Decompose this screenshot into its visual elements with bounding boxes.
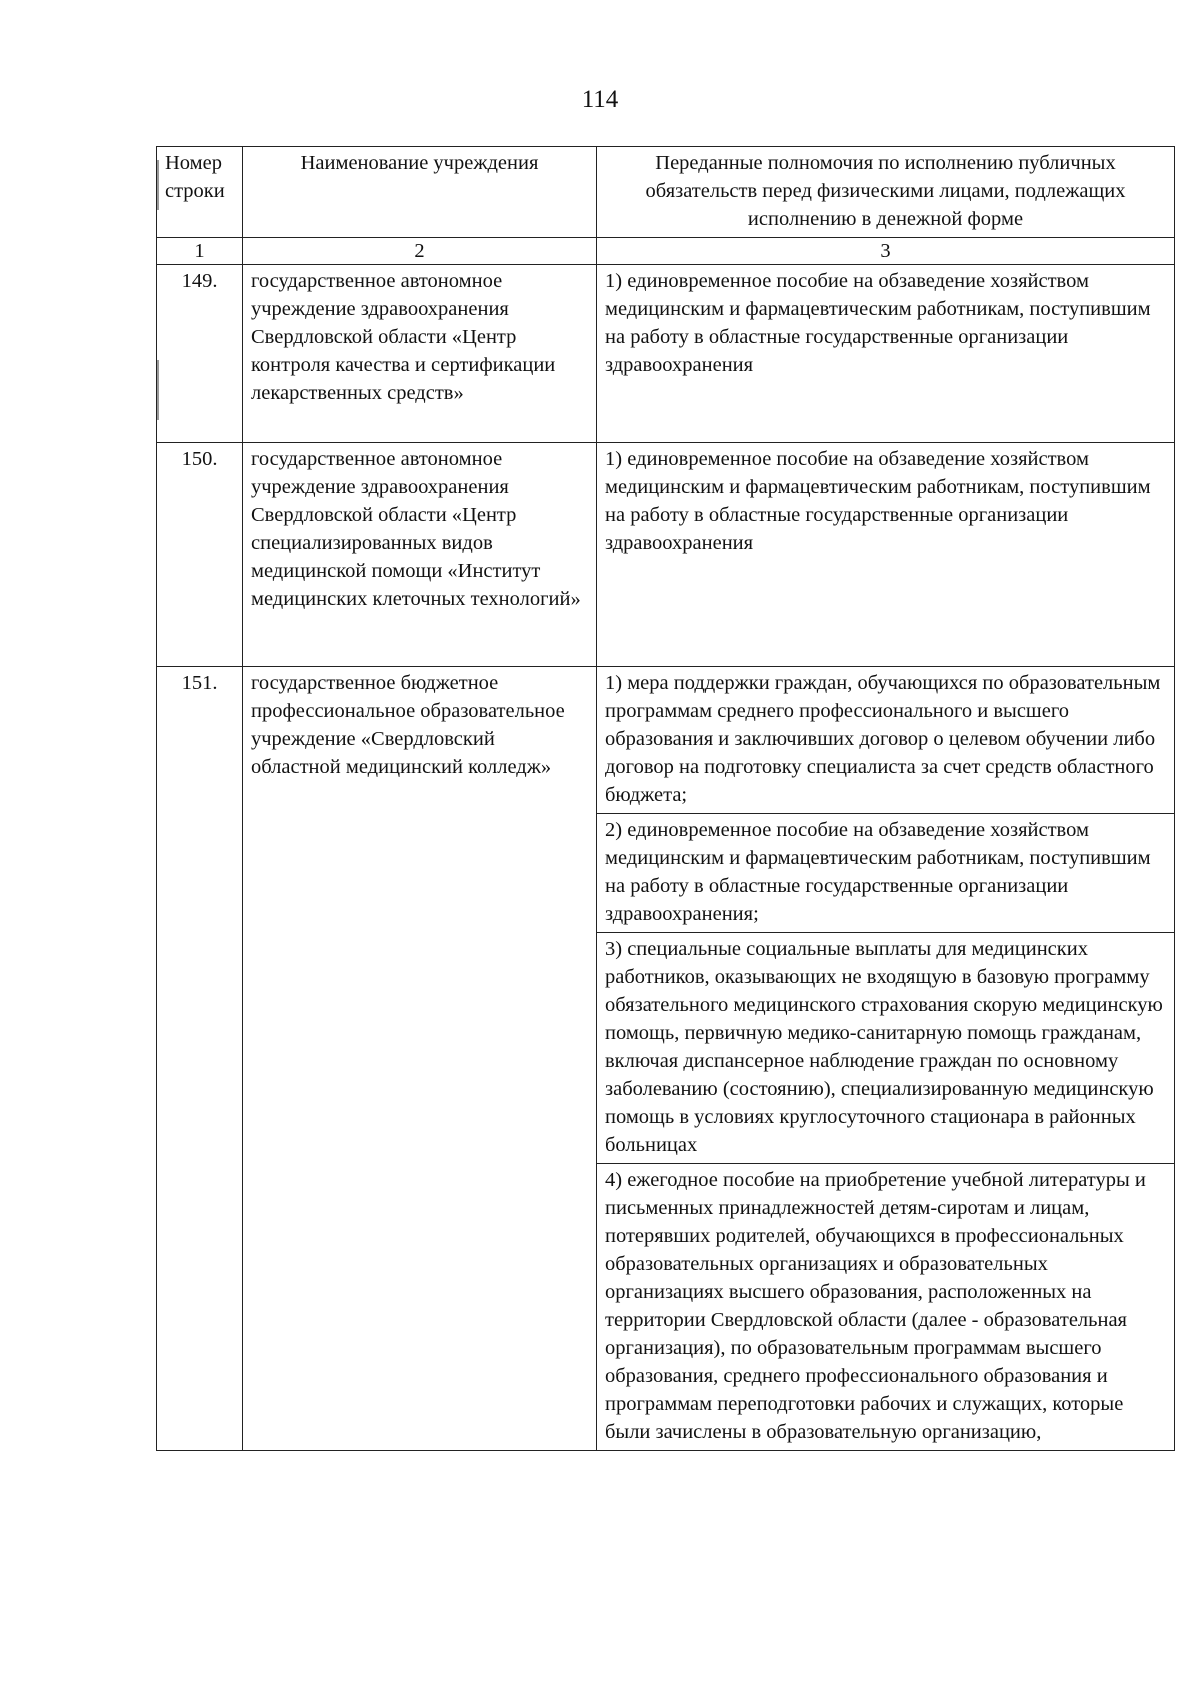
row-number: 149.	[157, 265, 243, 443]
header-institution-name: Наименование учреждения	[243, 147, 597, 238]
obligation-item: 1) единовременное пособие на обзаведение хозяйством медицинским и фармацевтическим работникам, поступившим на работу в областные государственные организации здравоохранения	[597, 265, 1175, 443]
obligations-cell	[597, 667, 1175, 1451]
table-row	[157, 667, 1175, 1451]
table-header-row	[157, 147, 1175, 238]
page-number: 114	[581, 86, 619, 113]
column-number: 3	[597, 238, 1175, 265]
institution-name: государственное автономное учреждение здравоохранения Свердловской области «Центр специализированных видов медицинской помощи «Институт медицинских клеточных технологий»	[243, 443, 597, 667]
table-row	[157, 265, 1175, 443]
obligation-item: 1) единовременное пособие на обзаведение хозяйством медицинским и фармацевтическим работникам, поступившим на работу в областные государственные организации здравоохранения	[597, 443, 1175, 667]
column-numbers-row	[157, 238, 1175, 265]
header-row-number: Номер строки	[157, 147, 243, 238]
institutions-table	[156, 146, 1175, 1451]
obligation-item: 4) ежегодное пособие на приобретение учебной литературы и письменных принадлежностей детям-сиротам и лицам, потерявших родителей, обучающихся в профессиональных образовательных организациях и образовательных организациях высшего образования, расположенных на территории Свердловской области (далее - образовательная организация), по образовательным программам высшего образования, среднего профессионального образования и программам переподготовки рабочих и служащих, которые были зачислены в образовательную организацию,	[597, 1163, 1174, 1450]
row-number: 151.	[157, 667, 243, 1451]
obligation-item: 2) единовременное пособие на обзаведение хозяйством медицинским и фармацевтическим работникам, поступившим на работу в областные государственные организации здравоохранения;	[597, 813, 1174, 932]
obligation-item: 1) мера поддержки граждан, обучающихся по образовательным программам среднего профессионального и высшего образования и заключивших договор о целевом обучении либо договор на подготовку специалиста за счет средств областного бюджета;	[605, 672, 1161, 806]
row-number: 150.	[157, 443, 243, 667]
column-number: 1	[157, 238, 243, 265]
institution-name: государственное бюджетное профессиональное образовательное учреждение «Свердловский областной медицинский колледж»	[243, 667, 597, 1451]
table-row	[157, 443, 1175, 667]
header-obligations: Переданные полномочия по исполнению публичных обязательств перед физическими лицами, подлежащих исполнению в денежной форме	[597, 147, 1175, 238]
column-number: 2	[243, 238, 597, 265]
obligation-item: 3) специальные социальные выплаты для медицинских работников, оказывающих не входящую в базовую программу обязательного медицинского страхования скорую медицинскую помощь, первичную медико-санитарную помощь гражданам, включая диспансерное наблюдение граждан по основному заболеванию (состоянию), специализированную медицинскую помощь в условиях круглосуточного стационара в районных больницах	[597, 932, 1174, 1163]
institution-name: государственное автономное учреждение здравоохранения Свердловской области «Центр контроля качества и сертификации лекарственных средств»	[243, 265, 597, 443]
